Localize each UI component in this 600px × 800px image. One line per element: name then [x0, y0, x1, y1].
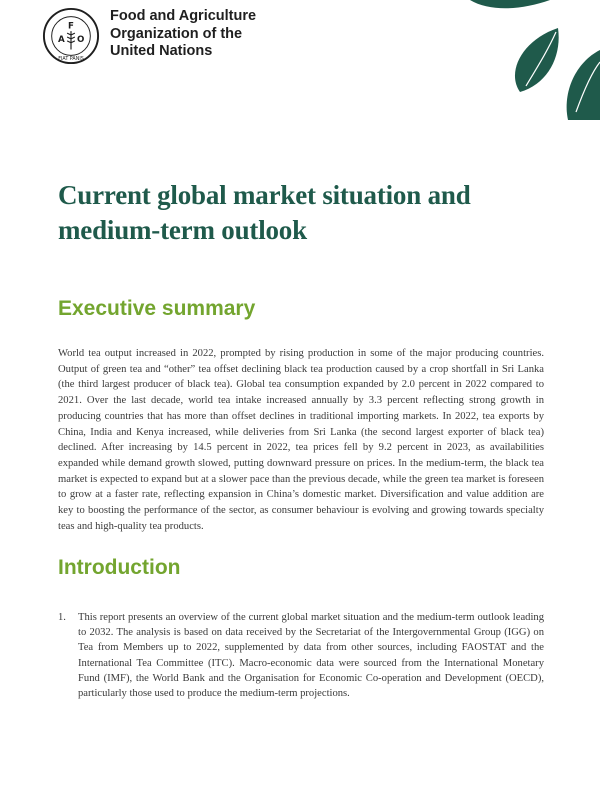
page-title-line: Current global market situation and [58, 180, 471, 210]
page-title-line: medium-term outlook [58, 215, 307, 245]
svg-text:O: O [76, 34, 85, 45]
svg-text:F: F [68, 21, 74, 32]
page-title [58, 178, 538, 248]
svg-text:FIAT PANIS: FIAT PANIS [58, 57, 84, 63]
org-name-line: Food and Agriculture [110, 8, 257, 24]
paragraph-number: 1. [58, 612, 66, 623]
executive-summary-heading: Executive summary [58, 297, 256, 320]
org-name-line: United Nations [110, 43, 213, 59]
svg-text:A: A [57, 34, 65, 45]
leaf-decoration-icon [450, 0, 600, 120]
executive-summary-paragraph: World tea output increased in 2022, prompted by rising production in some of the major producing countries. Output of green tea and “other” tea offset declining black tea production caused by a crop shortfall in Sri Lanka (the third largest producer of black tea). Global tea consumption expanded by 2.0 percent in 2022 compared to 2021. Over the last decade, world tea intake increased annually by 3.3 percent reflecting strong growth in producing countries that has more than offset declines in traditional importing markets. In 2022, tea exports by China, India and Kenya increased, while deliveries from Sri Lanka (the second largest exporter of black tea) declined. After increasing by 14.5 percent in 2022, tea prices fell by 9.2 percent in 2023, as availabilities expanded while demand growth slowed, putting downward pressure on prices. In the medium-term, the black tea market is expected to expand but at a slower pace than the previous decade, while the green tea market is foreseen to grow at a faster rate, reflecting expansion in China’s domestic market. Diversification and value addition are key to boosting the performance of the sector, as consumer behaviour is evolving and growing towards specialty teas and high-quality tea products. [58, 348, 544, 532]
fao-logo [42, 7, 100, 65]
org-name-line: Organization of the [110, 25, 243, 42]
paragraph-text: This report presents an overview of the current global market situation and the medium-term outlook leading to 2032. The analysis is based on data received by the Secretariat of the Intergovernmental Group (IGG) on Tea from Members up to 2022, supplemented by data from other sources, including FAOSTAT and the International Tea Committee (ITC). Macro-economic data were sourced from the International Monetary Fund (IMF), the World Bank and the Organisation for Economic Co-operation and Development (OECD), particularly those used to produce the medium-term projections. [78, 612, 544, 700]
introduction-heading: Introduction [58, 556, 181, 579]
organization-name [110, 8, 256, 61]
document-header [0, 0, 600, 120]
